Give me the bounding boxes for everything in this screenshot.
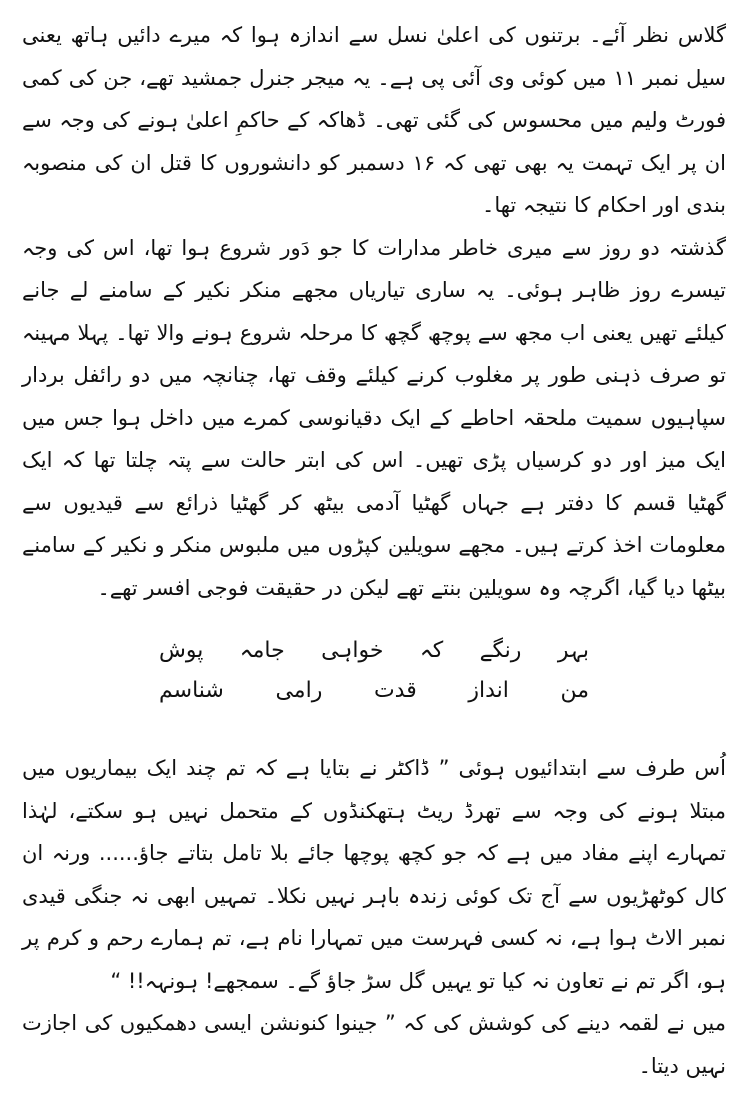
paragraph-1: گلاس نظر آئے۔ برتنوں کی اعلیٰ نسل سے اندازہ ہوا کہ میرے دائیں ہاتھ یعنی سیل نمبر ۱۱ میں کوئی وی آئی پی ہے۔ یہ میجر جنرل جمشید تھے، جن کی کمی فورٹ ولیم میں محسوس کی گئی تھی۔ ڈھاکہ کے حاکمِ اعلیٰ ہونے کی وجہ سے ان پر ایک تہمت یہ بھی تھی کہ ۱۶ دسمبر کو دانشوروں کا قتل ان کی منصوبہ بندی اور احکام کا نتیجہ تھا۔: [22, 23, 726, 217]
persian-verse: [159, 631, 589, 711]
verse-line-2: [159, 671, 589, 711]
verse-word: خواہی: [321, 638, 384, 663]
verse-word: رامی: [275, 678, 323, 703]
verse-word: بہر: [557, 638, 589, 663]
verse-word: انداز: [468, 678, 509, 703]
verse-word: پوش: [159, 638, 204, 663]
verse-word: رنگے: [479, 638, 522, 663]
paragraph-4: میں نے لقمہ دینے کی کوشش کی کہ ” جینوا کنونشن ایسی دھمکیوں کی اجازت نہیں دیتا۔: [22, 1011, 726, 1078]
paragraph-3: اُس طرف سے ابتدائیوں ہوئی ” ڈاکٹر نے بتایا ہے کہ تم چند ایک بیماریوں میں مبتلا ہونے کی وجہ سے تھرڈ ریٹ ہتھکنڈوں کے متحمل نہیں ہو سکتے، لہٰذا تمہارے اپنے مفاد میں ہے کہ جو کچھ پوچھا جائے بلا تامل بتاتے جاؤ...... ورنہ ان کال کوٹھڑیوں سے آج تک کوئی زندہ باہر نہیں نکلا۔ تمہیں ابھی نہ جنگی قیدی نمبر الاٹ ہوا ہے، نہ کسی فہرست میں تمہارا نام ہے، تم ہمارے رحم و کرم پر ہو، اگر تم نے تعاون نہ کیا تو یہیں گل سڑ جاؤ گے۔ سمجھے! ہونہہ!! “: [22, 756, 726, 993]
verse-line-1: [159, 631, 589, 671]
paragraph-2: گذشتہ دو روز سے میری خاطر مدارات کا جو دَور شروع ہوا تھا، اس کی وجہ تیسرے روز ظاہر ہوئی۔ یہ ساری تیاریاں مجھے منکر نکیر کے سامنے لے جانے کیلئے تھیں یعنی اب مجھ سے پوچھ گچھ کا مرحلہ شروع ہونے والا تھا۔ پہلا مہینہ تو صرف ذہنی طور پر مغلوب کرنے کیلئے وقف تھا، چنانچہ میں دو رائفل بردار سپاہیوں سمیت ملحقہ احاطے کے ایک دقیانوسی کمرے میں داخل ہوا جس میں ایک میز اور دو کرسیاں پڑی تھیں۔ اس کی ابتر حالت سے پتہ چلتا تھا کہ ایک گھٹیا قسم کا دفتر ہے جہاں گھٹیا آدمی بیٹھ کر گھٹیا ذرائع سے قیدیوں سے معلومات اخذ کرتے ہیں۔ مجھے سویلین کپڑوں میں ملبوس منکر و نکیر کے سامنے بیٹھا دیا گیا، اگرچہ وہ سویلین بنتے تھے لیکن در حقیقت فوجی افسر تھے۔: [22, 235, 726, 600]
verse-word: قدت: [373, 678, 417, 703]
verse-word: جامہ: [239, 638, 285, 663]
verse-word: کہ: [419, 638, 444, 663]
verse-word: شناسم: [159, 678, 224, 703]
verse-word: من: [560, 678, 589, 703]
